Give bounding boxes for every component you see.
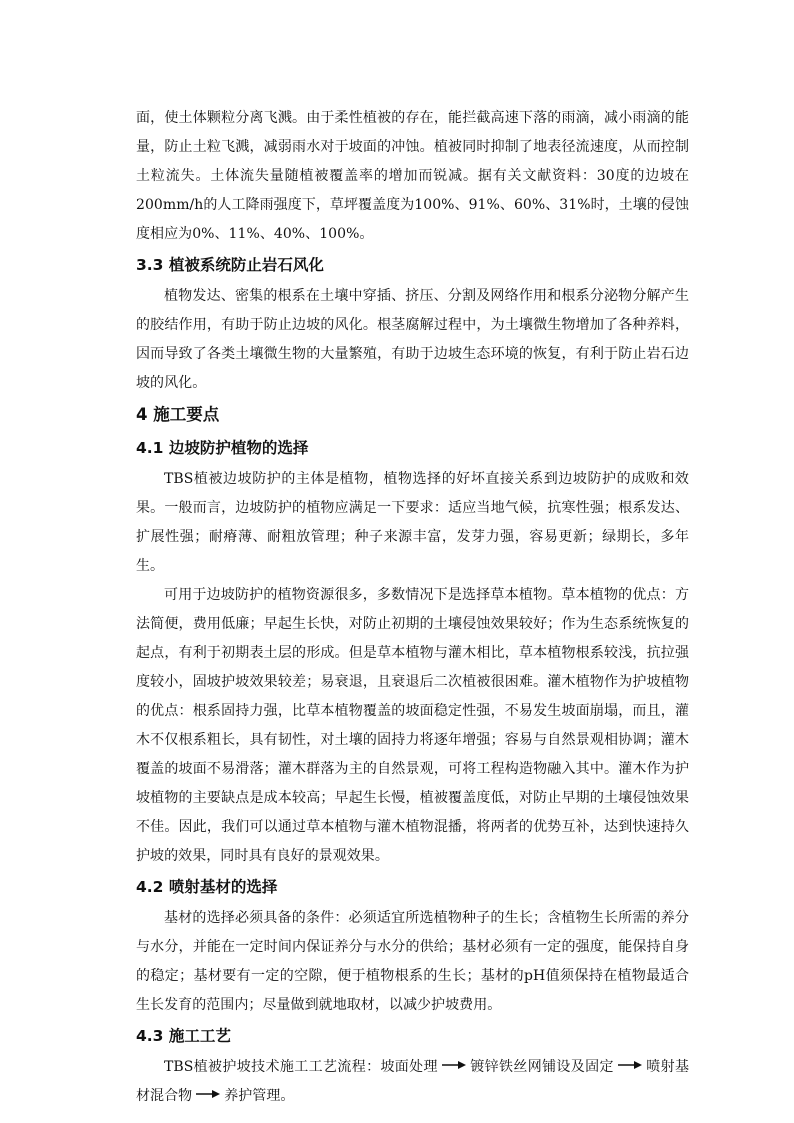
right-arrow-icon (196, 1089, 220, 1099)
paragraph-process-flow (136, 1053, 689, 1111)
flow-step-4: 养护管理。 (224, 1088, 295, 1104)
paragraph-weathering: 植物发达、密集的根系在土壤中穿插、挤压、分割及网络作用和根系分泌物分解产生的胶结作用，有助于防止边坡的风化。根茎腐解过程中，为土壤微生物增加了各种养料，因而导致了各类土壤微生物的大量繁殖，有助于边坡生态环境的恢复，有利于防止岩石边坡的风化。 (136, 288, 689, 391)
heading-4-3: 4.3 施工工艺 (136, 1027, 231, 1045)
heading-4-1: 4.1 边坡防护植物的选择 (136, 439, 309, 457)
flow-step-3: 喷射基材混合物 (136, 1059, 690, 1104)
heading-3-3: 3.3 植被系统防止岩石风化 (136, 256, 324, 274)
paragraph-substrate: 基材的选择必须具备的条件：必须适宜所选植物种子的生长；含植物生长所需的养分与水分，并能在一定时间内保证养分与水分的供给；基材必须有一定的强度，能保持自身的稳定；基材要有一定的空隙，便于植物根系的生长；基材的pH值须保持在植物最适合生长发育的范围内；尽量做到就地取材，以减少护坡费用。 (136, 910, 689, 1013)
right-arrow-icon (618, 1060, 642, 1070)
heading-4-2: 4.2 喷射基材的选择 (136, 878, 278, 896)
document-body (136, 104, 689, 1111)
paragraph-plant-comparison: 可用于边坡防护的植物资源很多，多数情况下是选择草本植物。草本植物的优点：方法简便，费用低廉；早起生长快，对防止初期的土壤侵蚀效果较好；作为生态系统恢复的起点，有利于初期表土层的形成。但是草本植物与灌木相比，草本植物根系较浅，抗拉强度较小，固坡护坡效果较差；易衰退，且衰退后二次植被很困难。灌木植物作为护坡植物的优点：根系固持力强，比草本植物覆盖的坡面稳定性强，不易发生坡面崩塌，而且，灌木不仅根系粗长，具有韧性，对土壤的固持力将逐年增强；容易与自然景观相协调；灌木覆盖的坡面不易滑落；灌木群落为主的自然景观，可将工程构造物融入其中。灌木作为护坡植物的主要缺点是成本较高；早起生长慢，植被覆盖度低，对防止早期的土壤侵蚀效果不佳。因此，我们可以通过草本植物与灌木植物混播，将两者的优势互补，达到快速持久护坡的效果，同时具有良好的景观效果。 (136, 587, 689, 864)
right-arrow-icon (442, 1060, 466, 1070)
flow-step-2: 镀锌铁丝网铺设及固定 (469, 1059, 614, 1075)
paragraph-plant-selection: TBS植被边坡防护的主体是植物，植物选择的好坏直接关系到边坡防护的成败和效果。一般而言，边坡防护的植物应满足一下要求：适应当地气候，抗寒性强；根系发达、扩展性强；耐瘠薄、耐粗放管理；种子来源丰富，发芽力强，容易更新；绿期长，多年生。 (136, 471, 689, 574)
paragraph-erosion: 面，使土体颗粒分离飞溅。由于柔性植被的存在，能拦截高速下落的雨滴，减小雨滴的能量，防止土粒飞溅，减弱雨水对于坡面的冲蚀。植被同时抑制了地表径流速度，从而控制土粒流失。土体流失量随植被覆盖率的增加而锐减。据有关文献资料：30度的边坡在200mm/h的人工降雨强度下，草坪覆盖度为100%、91%、60%、31%时，土壤的侵蚀度相应为0%、11%、40%、100%。 (136, 110, 689, 242)
flow-step-1: TBS植被护坡技术施工工艺流程：坡面处理 (164, 1059, 438, 1075)
heading-4: 4 施工要点 (136, 405, 220, 424)
